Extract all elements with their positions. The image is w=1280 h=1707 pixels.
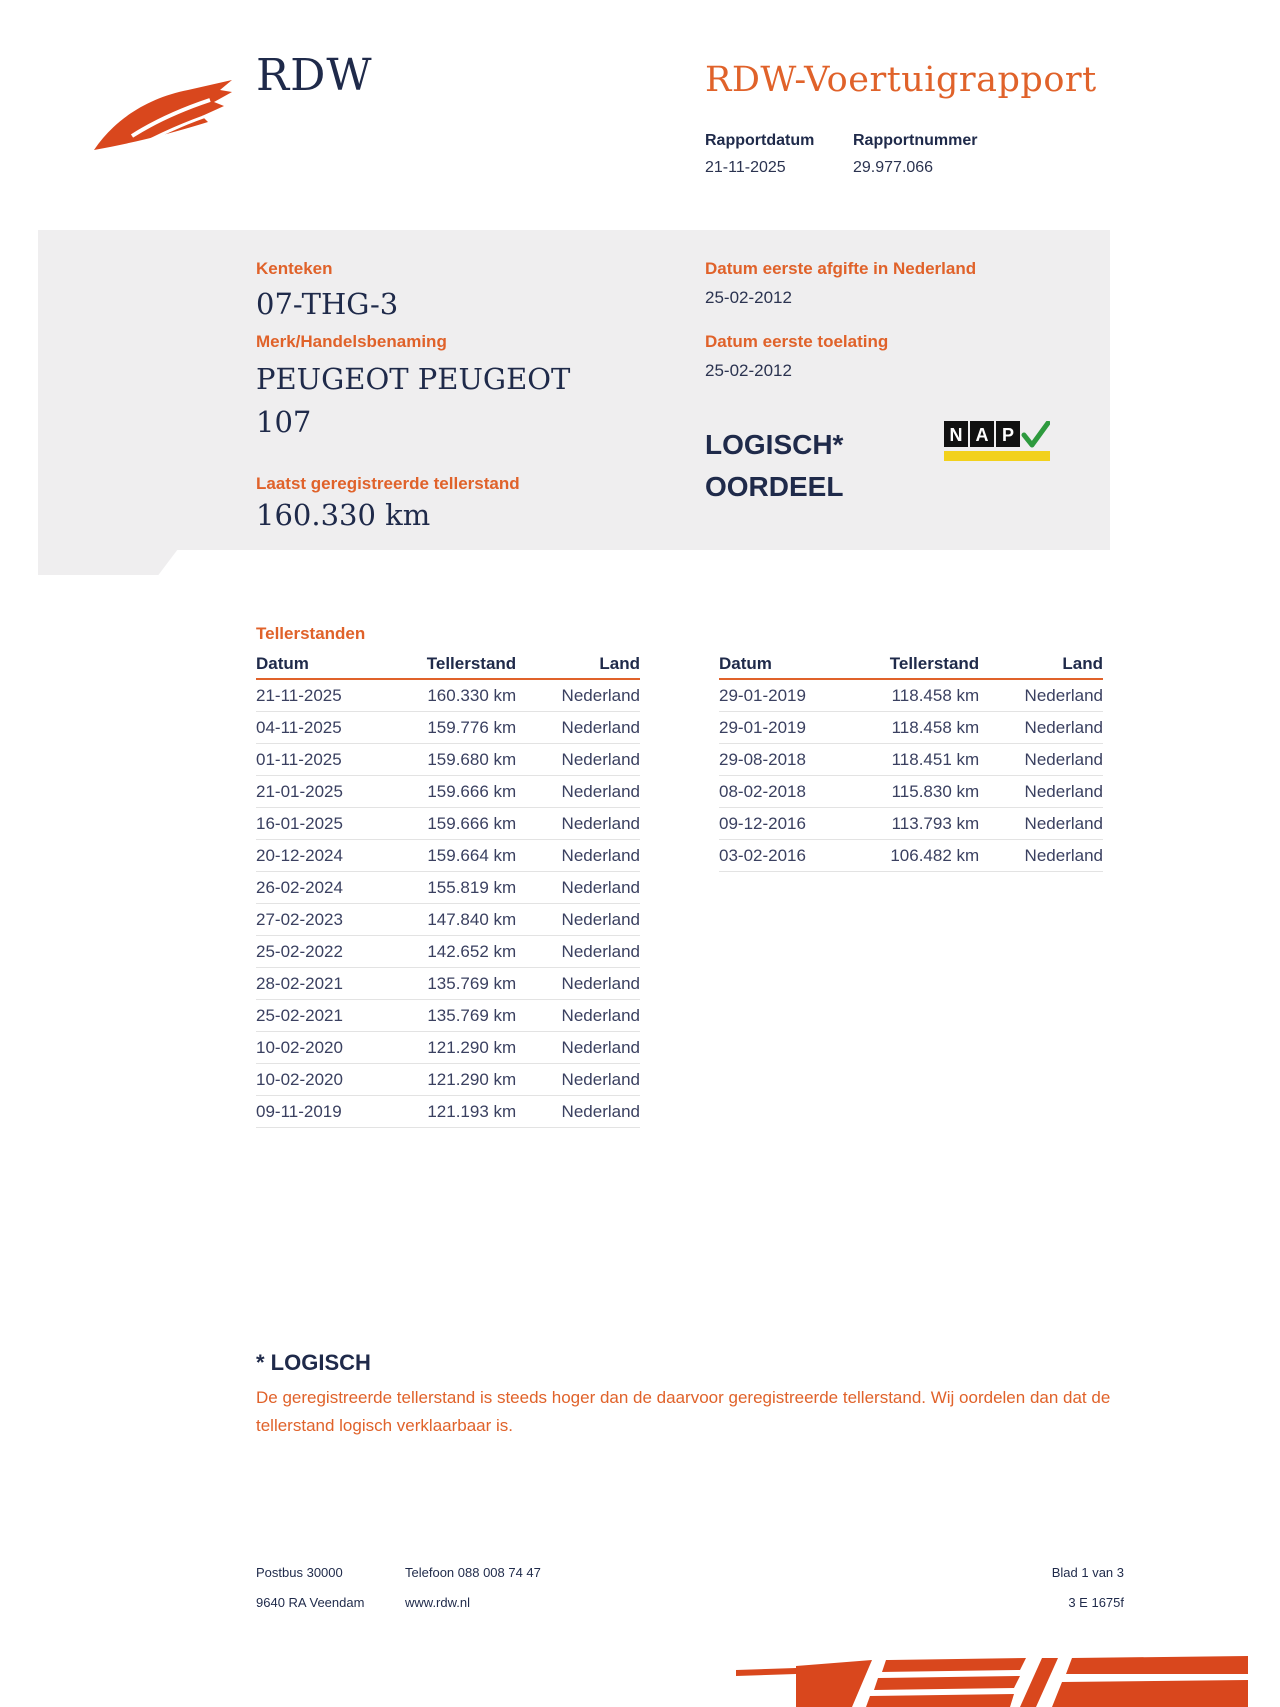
cell-km: 159.666 km <box>394 808 518 840</box>
cell-country: Nederland <box>518 936 640 968</box>
cell-km: 115.830 km <box>857 776 981 808</box>
cell-date: 09-11-2019 <box>256 1096 394 1128</box>
table-row <box>719 776 1103 808</box>
cell-date: 09-12-2016 <box>719 808 857 840</box>
table-row <box>256 712 640 744</box>
table-row <box>719 808 1103 840</box>
footer-postbus: Postbus 30000 <box>256 1565 343 1580</box>
cell-km: 121.193 km <box>394 1096 518 1128</box>
table-row <box>719 679 1103 712</box>
table-header-row <box>719 652 1103 679</box>
cell-country: Nederland <box>981 808 1103 840</box>
first-issue-nl-value: 25-02-2012 <box>705 288 792 307</box>
rdw-logo-icon <box>92 76 238 156</box>
cell-country: Nederland <box>518 840 640 872</box>
cell-country: Nederland <box>518 744 640 776</box>
footnote-text: De geregistreerde tellerstand is steeds hoger dan de daarvoor geregistreerde tellerstand. Wij oordelen dan dat de tellerstand logisch verklaarbaar is. <box>256 1388 1111 1435</box>
nap-letter-a: A <box>975 425 989 445</box>
table-row <box>256 808 640 840</box>
table-row <box>256 936 640 968</box>
cell-km: 118.458 km <box>857 679 981 712</box>
cell-km: 118.458 km <box>857 712 981 744</box>
verdict-line1: LOGISCH* <box>705 429 844 460</box>
cell-date: 04-11-2025 <box>256 712 394 744</box>
cell-km: 121.290 km <box>394 1064 518 1096</box>
verdict-line2: OORDEEL <box>705 471 844 502</box>
cell-country: Nederland <box>518 712 640 744</box>
plate-label: Kenteken <box>256 259 333 278</box>
cell-country: Nederland <box>981 776 1103 808</box>
table-row <box>256 1096 640 1128</box>
column-header-date: Datum <box>256 652 394 679</box>
cell-date: 27-02-2023 <box>256 904 394 936</box>
nap-letter-p: P <box>1001 425 1015 445</box>
cell-country: Nederland <box>518 968 640 1000</box>
first-admission-value: 25-02-2012 <box>705 361 792 380</box>
cell-date: 03-02-2016 <box>719 840 857 872</box>
cell-country: Nederland <box>518 679 640 712</box>
cell-date: 20-12-2024 <box>256 840 394 872</box>
cell-km: 160.330 km <box>394 679 518 712</box>
cell-date: 21-11-2025 <box>256 679 394 712</box>
cell-km: 159.666 km <box>394 776 518 808</box>
table-row <box>256 1032 640 1064</box>
cell-km: 121.290 km <box>394 1032 518 1064</box>
cell-country: Nederland <box>518 1064 640 1096</box>
verdict <box>705 424 843 508</box>
cell-date: 10-02-2020 <box>256 1032 394 1064</box>
column-header-country: Land <box>518 652 640 679</box>
report-title: RDW-Voertuigrapport <box>705 60 1097 100</box>
footer-address: 9640 RA Veendam <box>256 1595 365 1610</box>
table-row <box>256 776 640 808</box>
cell-km: 142.652 km <box>394 936 518 968</box>
table-row <box>719 840 1103 872</box>
cell-km: 147.840 km <box>394 904 518 936</box>
table-row <box>256 744 640 776</box>
panel-decoration <box>38 549 178 575</box>
odometer-label: Laatst geregistreerde tellerstand <box>256 474 520 493</box>
cell-date: 28-02-2021 <box>256 968 394 1000</box>
make-label: Merk/Handelsbenaming <box>256 332 447 351</box>
table-row <box>719 744 1103 776</box>
odometer-readings-title: Tellerstanden <box>256 624 366 643</box>
cell-country: Nederland <box>981 712 1103 744</box>
cell-km: 155.819 km <box>394 872 518 904</box>
cell-country: Nederland <box>518 808 640 840</box>
cell-country: Nederland <box>518 1000 640 1032</box>
cell-country: Nederland <box>518 1096 640 1128</box>
cell-date: 21-01-2025 <box>256 776 394 808</box>
nap-check-icon <box>944 421 1050 461</box>
make-value-line2: 107 <box>256 405 312 439</box>
cell-date: 10-02-2020 <box>256 1064 394 1096</box>
report-number-label: Rapportnummer <box>853 132 978 149</box>
column-header-country: Land <box>981 652 1103 679</box>
cell-date: 01-11-2025 <box>256 744 394 776</box>
cell-km: 159.664 km <box>394 840 518 872</box>
nap-letter-n: N <box>949 425 963 445</box>
table-row <box>719 712 1103 744</box>
cell-date: 08-02-2018 <box>719 776 857 808</box>
column-header-km: Tellerstand <box>394 652 518 679</box>
footnote-title: * LOGISCH <box>256 1350 371 1375</box>
cell-country: Nederland <box>518 904 640 936</box>
first-issue-nl-label: Datum eerste afgifte in Nederland <box>705 259 977 278</box>
table-row <box>256 1064 640 1096</box>
cell-date: 26-02-2024 <box>256 872 394 904</box>
cell-km: 135.769 km <box>394 968 518 1000</box>
cell-km: 159.776 km <box>394 712 518 744</box>
cell-country: Nederland <box>518 1032 640 1064</box>
cell-km: 159.680 km <box>394 744 518 776</box>
cell-country: Nederland <box>981 744 1103 776</box>
table-row <box>256 1000 640 1032</box>
make-value-line1: PEUGEOT PEUGEOT <box>256 362 571 396</box>
cell-km: 135.769 km <box>394 1000 518 1032</box>
cell-country: Nederland <box>981 840 1103 872</box>
cell-km: 106.482 km <box>857 840 981 872</box>
cell-date: 29-01-2019 <box>719 679 857 712</box>
first-admission-label: Datum eerste toelating <box>705 332 889 351</box>
footer-website-link[interactable]: www.rdw.nl <box>405 1595 471 1610</box>
cell-date: 29-08-2018 <box>719 744 857 776</box>
plate-value: 07-THG-3 <box>256 287 399 321</box>
table-header-row <box>256 652 640 679</box>
table-row <box>256 840 640 872</box>
table-row <box>256 904 640 936</box>
rdw-stripes-decoration <box>736 1656 1248 1707</box>
footer-phone: Telefoon 088 008 74 47 <box>405 1565 541 1580</box>
cell-country: Nederland <box>518 776 640 808</box>
report-date: 21-11-2025 <box>705 159 786 176</box>
cell-date: 25-02-2022 <box>256 936 394 968</box>
footer-document-code: 3 E 1675f <box>1068 1595 1124 1610</box>
odometer-value: 160.330 km <box>256 498 431 532</box>
cell-km: 118.451 km <box>857 744 981 776</box>
table-row <box>256 872 640 904</box>
cell-date: 25-02-2021 <box>256 1000 394 1032</box>
table-row <box>256 968 640 1000</box>
footer-page-number: Blad 1 van 3 <box>1051 1565 1124 1580</box>
table-row <box>256 679 640 712</box>
column-header-km: Tellerstand <box>857 652 981 679</box>
report-date-label: Rapportdatum <box>705 132 815 149</box>
cell-date: 29-01-2019 <box>719 712 857 744</box>
brand-name: RDW <box>256 50 373 101</box>
cell-country: Nederland <box>981 679 1103 712</box>
cell-date: 16-01-2025 <box>256 808 394 840</box>
odometer-table-left <box>256 652 640 1128</box>
cell-km: 113.793 km <box>857 808 981 840</box>
cell-country: Nederland <box>518 872 640 904</box>
column-header-date: Datum <box>719 652 857 679</box>
report-number: 29.977.066 <box>853 159 934 176</box>
odometer-table-right <box>719 652 1103 872</box>
